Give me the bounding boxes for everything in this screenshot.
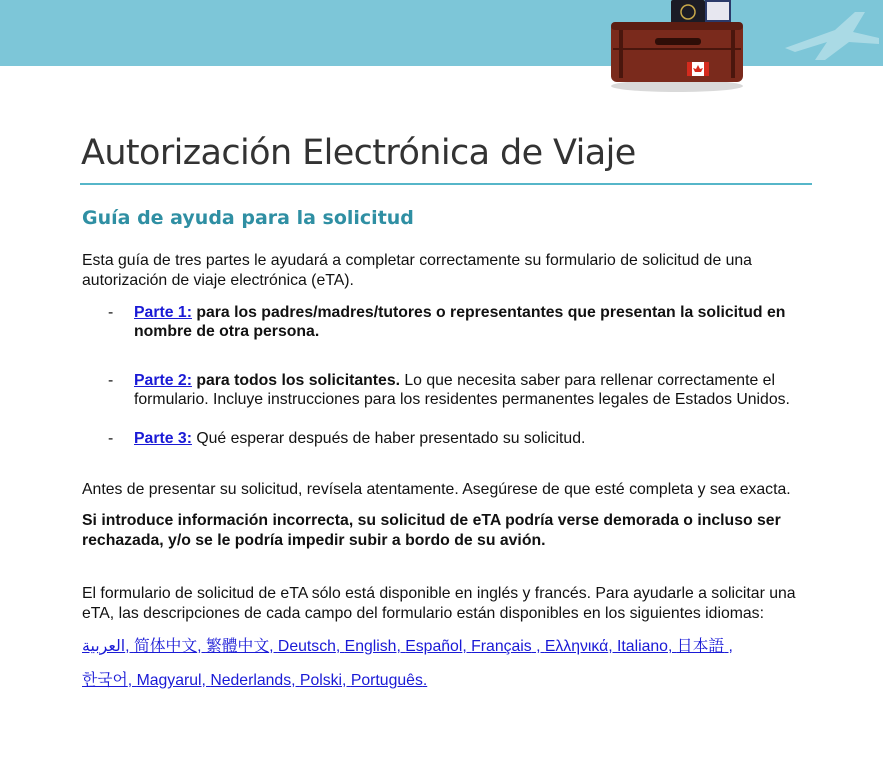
language-link-french[interactable]: Français	[471, 638, 532, 655]
part-2-text: Lo que necesita saber para rellenar correctamente el formulario. Incluye instrucciones para los residentes permanentes legales de Estados Unidos.	[134, 372, 790, 408]
part-2-link[interactable]: Parte 2:	[134, 372, 192, 389]
language-links: العربية, 简体中文, 繁體中文, Deutsch, English, Español, Français , Ελληνικά, Italiano, 日本語 , 한국어, Magyarul, Nederlands, Polski, Português.	[82, 638, 733, 689]
language-link-italian[interactable]: Italiano	[617, 638, 668, 655]
language-link-polish[interactable]: Polski	[299, 672, 343, 689]
list-item-text	[134, 371, 810, 409]
part-2-bold-text: para todos los solicitantes.	[191, 372, 400, 389]
language-link-korean[interactable]: 한국어	[82, 672, 128, 689]
language-link-dutch[interactable]: Nederlands	[210, 672, 292, 689]
intro-paragraph: Esta guía de tres partes le ayudará a completar correctamente su formulario de solicitud de una autorización de viaje electrónica (eTA).	[82, 252, 752, 289]
language-link-portuguese[interactable]: Português	[350, 672, 423, 689]
part-1-link[interactable]: Parte 1:	[134, 304, 192, 321]
review-paragraph: Antes de presentar su solicitud, revísela atentamente. Asegúrese de que esté completa y sea exacta.	[82, 481, 791, 498]
title-divider	[80, 183, 812, 185]
suitcase-with-passports-icon	[603, 0, 753, 95]
language-link-simplified-chinese[interactable]: 简体中文	[133, 638, 198, 655]
language-link-english[interactable]: English	[344, 638, 397, 655]
part-3-text: Qué esperar después de haber presentado su solicitud.	[191, 430, 586, 447]
section-subtitle: Guía de ayuda para la solicitud	[82, 207, 414, 229]
airplane-icon	[775, 8, 883, 64]
language-link-traditional-chinese[interactable]: 繁體中文	[205, 638, 270, 655]
warning-paragraph: Si introduce información incorrecta, su solicitud de eTA podría verse demorada o incluso ser rechazada, y/o se le podría impedir subir a bordo de su avión.	[82, 512, 781, 549]
languages-paragraph: El formulario de solicitud de eTA sólo está disponible en inglés y francés. Para ayudarle a solicitar una eTA, las descripciones de cada campo del formulario están disponibles en los siguientes idiomas:	[82, 585, 796, 622]
language-link-spanish[interactable]: Español	[405, 638, 463, 655]
page-title: Autorización Electrónica de Viaje	[81, 133, 636, 173]
list-bullet: -	[108, 372, 114, 389]
language-link-hungarian[interactable]: Magyarul	[136, 672, 202, 689]
language-link-greek[interactable]: Ελληνικά	[544, 638, 609, 655]
list-item-text	[134, 303, 810, 341]
language-link-german[interactable]: Deutsch	[277, 638, 336, 655]
language-link-japanese[interactable]: 日本語	[676, 638, 725, 655]
part-1-bold-text: para los padres/madres/tutores o representantes que presentan la solicitud en nombre de otra persona.	[134, 304, 786, 340]
language-link-arabic[interactable]: العربية	[82, 638, 126, 655]
list-bullet: -	[108, 430, 114, 447]
list-bullet: -	[108, 304, 114, 321]
list-item-text	[134, 429, 810, 448]
part-3-link[interactable]: Parte 3:	[134, 430, 192, 447]
